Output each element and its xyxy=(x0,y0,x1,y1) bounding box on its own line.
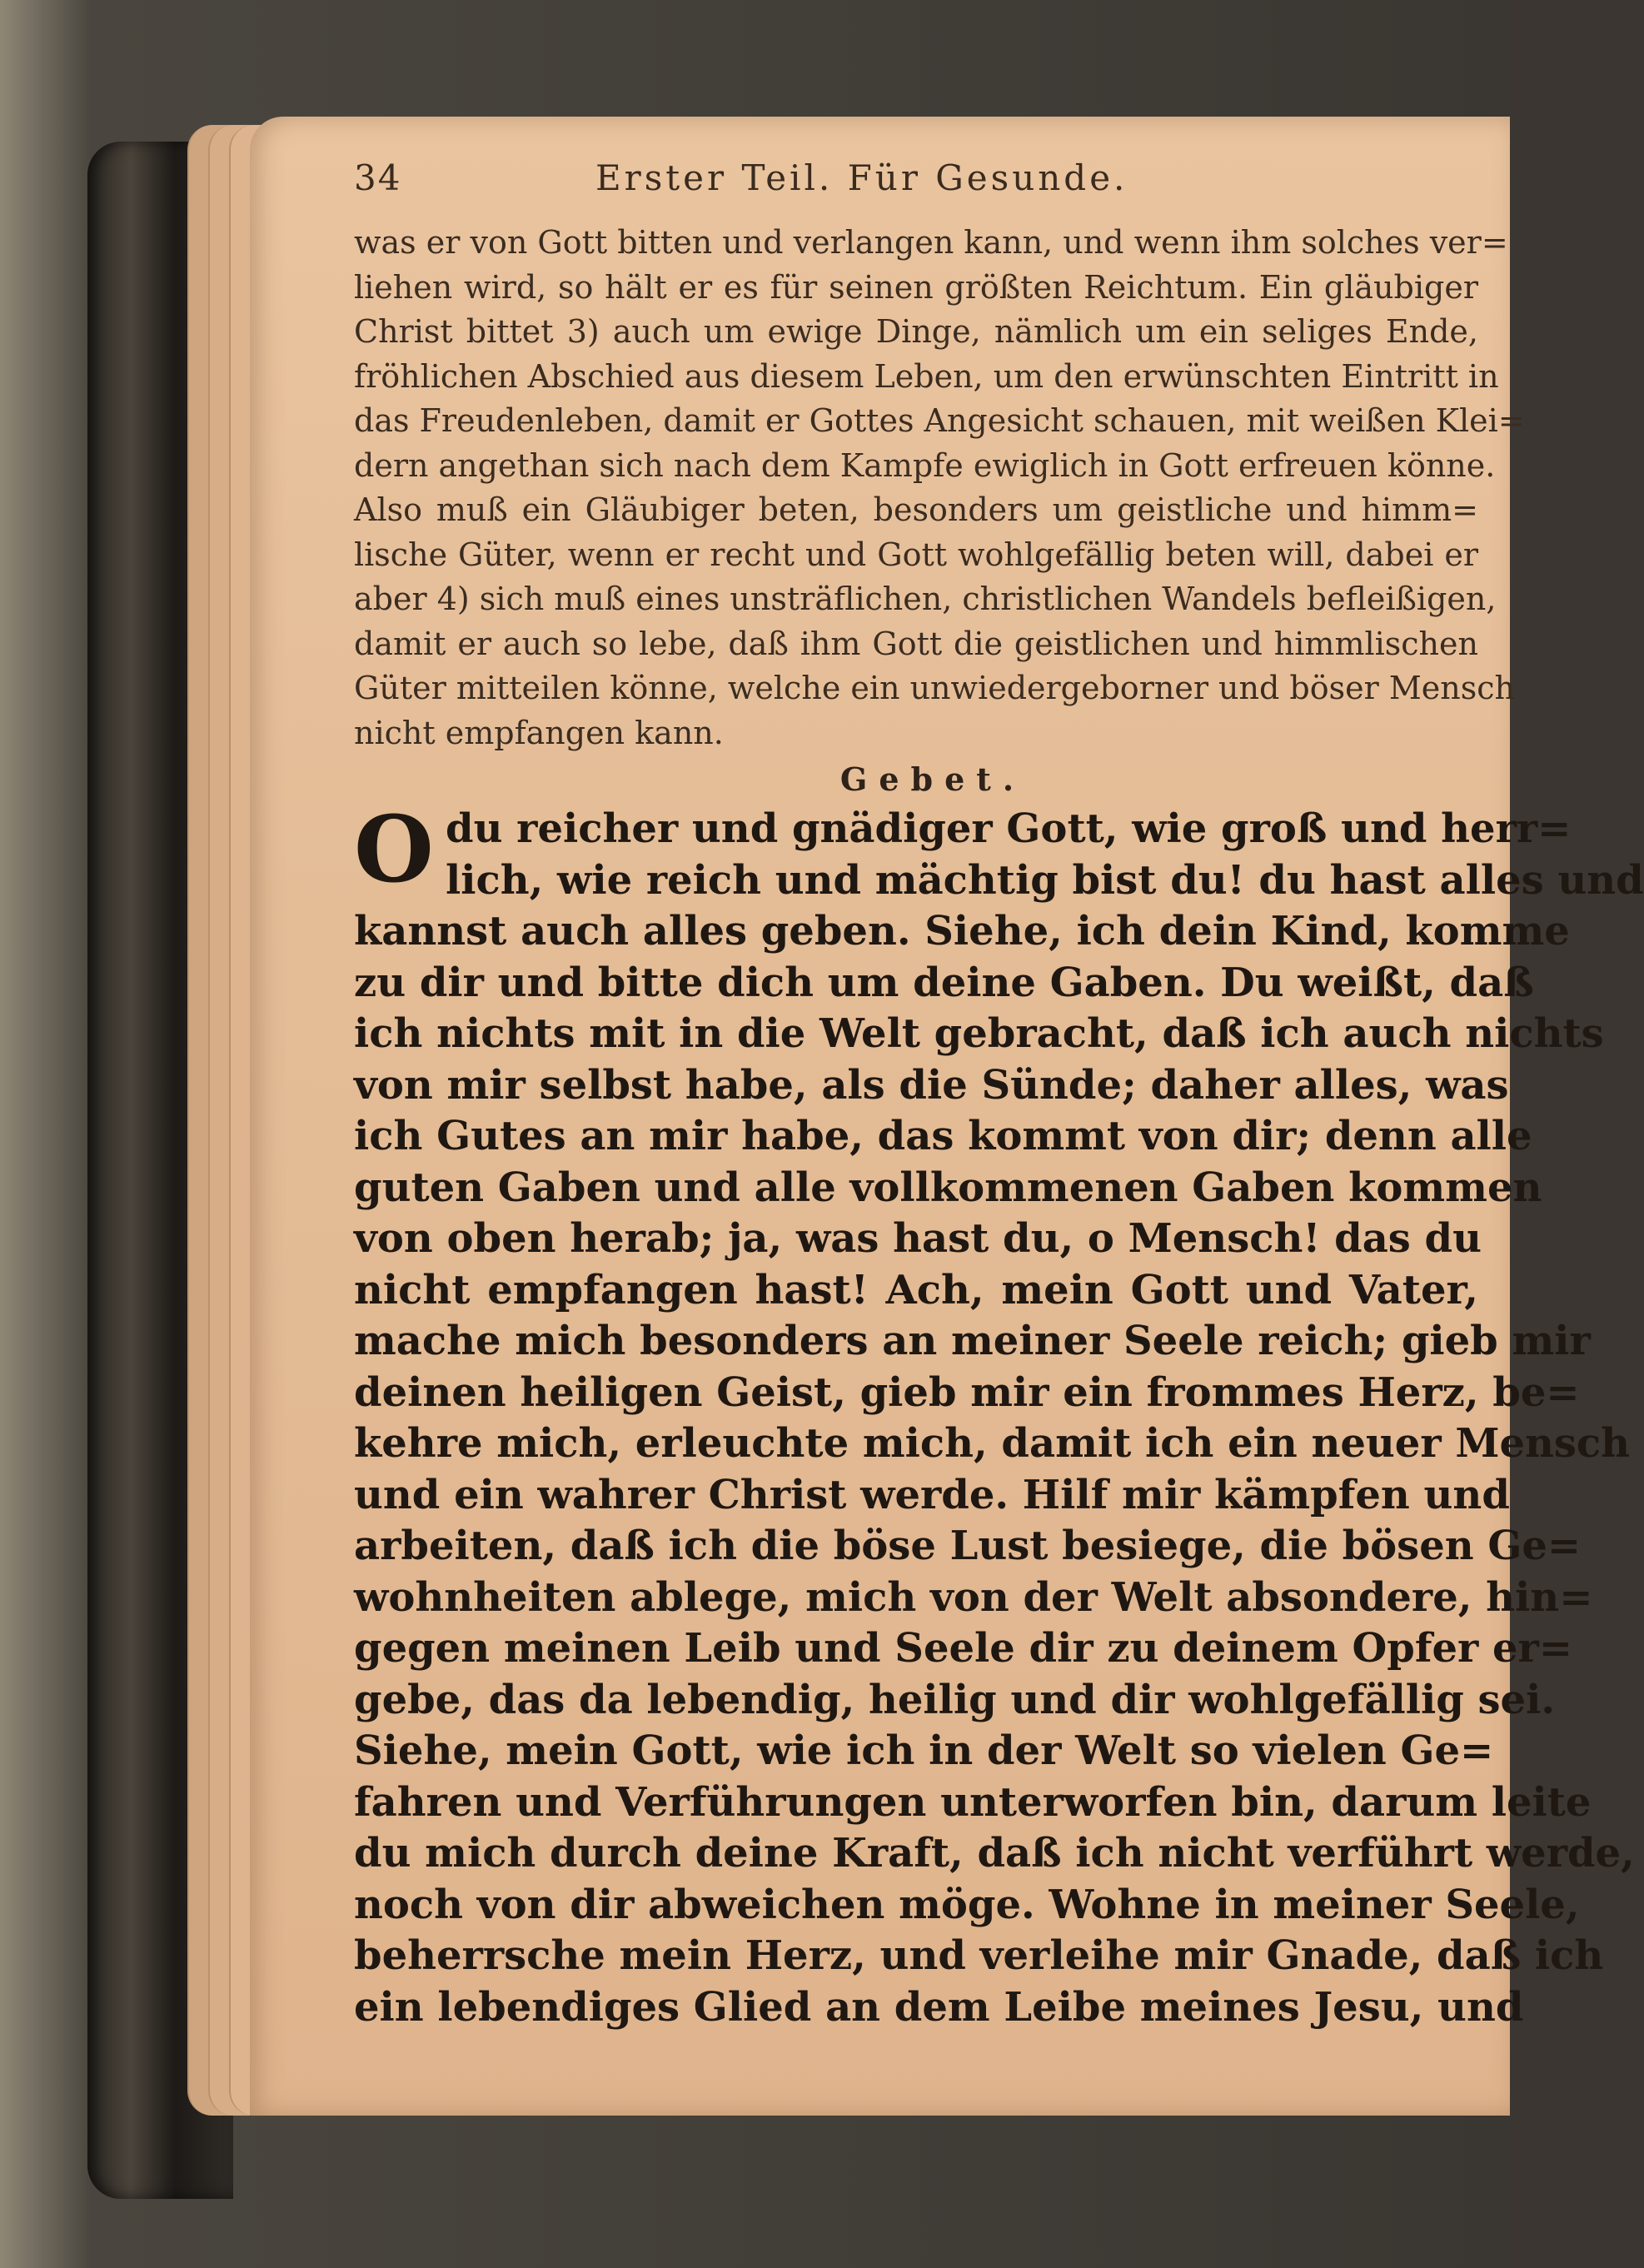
text-line: das Freudenleben, damit er Gottes Angesicht schauen, mit weißen Klei= xyxy=(354,402,1525,439)
prayer-line: Siehe, mein Gott, wie ich in der Welt so vielen Ge= xyxy=(354,1727,1494,1774)
prayer-line: ein lebendiges Glied an dem Leibe meines Jesu, und xyxy=(354,1983,1524,2031)
prayer-block xyxy=(354,795,1644,2033)
prayer-line: gegen meinen Leib und Seele dir zu deinem Opfer er= xyxy=(354,1625,1573,1672)
running-title: Erster Teil. Für Gesunde. xyxy=(595,157,1128,198)
prayer-line: gebe, das da lebendig, heilig und dir wohlgefällig sei. xyxy=(354,1676,1556,1723)
intro-paragraph xyxy=(354,221,1525,755)
prayer-text xyxy=(354,795,1644,2033)
text-line: aber 4) sich muß eines unsträflichen, christlichen Wandels befleißigen, xyxy=(354,581,1497,617)
drop-cap-initial: O xyxy=(354,795,434,903)
text-line: nicht empfangen kann. xyxy=(354,714,724,751)
running-head xyxy=(354,146,1478,212)
prayer-line: kannst auch alles geben. Siehe, ich dein Kind, komme xyxy=(354,908,1570,955)
prayer-line: zu dir und bitte dich um deine Gaben. Du weißt, daß xyxy=(354,959,1534,1006)
prayer-line: von oben herab; ja, was hast du, o Mensch! das du xyxy=(354,1215,1482,1262)
prayer-line: deinen heiligen Geist, gieb mir ein frommes Herz, be= xyxy=(354,1368,1580,1416)
text-line: was er von Gott bitten und verlangen kann, und wenn ihm solches ver= xyxy=(354,224,1508,261)
text-line: fröhlichen Abschied aus diesem Leben, um den erwünschten Eintritt in xyxy=(354,357,1499,395)
text-line: Also muß ein Gläubiger beten, besonders um geistliche und himm= xyxy=(354,491,1478,528)
prayer-heading: Gebet. xyxy=(839,760,1026,798)
prayer-line: du reicher und gnädiger Gott, wie groß und herr= xyxy=(446,805,1572,852)
prayer-line: kehre mich, erleuchte mich, damit ich ein neuer Mensch xyxy=(354,1420,1631,1467)
prayer-line: ich Gutes an mir habe, das kommt von dir; denn alle xyxy=(354,1113,1532,1159)
prayer-line: noch von dir abweichen möge. Wohne in meiner Seele, xyxy=(354,1881,1580,1928)
text-line: liehen wird, so hält er es für seinen größten Reichtum. Ein gläubiger xyxy=(354,268,1478,306)
prayer-line: beherrsche mein Herz, und verleihe mir Gnade, daß ich xyxy=(354,1932,1604,1979)
page-number: 34 xyxy=(354,157,402,198)
text-line: Christ bittet 3) auch um ewige Dinge, nämlich um ein seliges Ende, xyxy=(354,313,1478,350)
text-line: damit er auch so lebe, daß ihm Gott die geistlichen und himmlischen xyxy=(354,625,1478,662)
page-content xyxy=(354,146,1644,2033)
prayer-line: mache mich besonders an meiner Seele reich; gieb mir xyxy=(354,1318,1591,1364)
prayer-line: nicht empfangen hast! Ach, mein Gott und Vater, xyxy=(354,1266,1478,1313)
prayer-line: fahren und Verführungen unterworfen bin, darum leite xyxy=(354,1778,1592,1826)
prayer-line: guten Gaben und alle vollkommenen Gaben kommen xyxy=(354,1164,1542,1211)
prayer-line: lich, wie reich und mächtig bist du! du hast alles und xyxy=(446,856,1644,904)
text-line: lische Güter, wenn er recht und Gott wohlgefällig beten will, dabei er xyxy=(354,536,1478,573)
prayer-line: wohnheiten ablege, mich von der Welt absondere, hin= xyxy=(354,1573,1593,1621)
prayer-line: von mir selbst habe, als die Sünde; daher alles, was xyxy=(354,1061,1509,1109)
prayer-line: du mich durch deine Kraft, daß ich nicht verführt werde, xyxy=(354,1830,1635,1877)
prayer-line: arbeiten, daß ich die böse Lust besiege, die bösen Ge= xyxy=(354,1523,1582,1569)
prayer-line: ich nichts mit in die Welt gebracht, daß ich auch nichts xyxy=(354,1010,1604,1057)
text-line: dern angethan sich nach dem Kampfe ewiglich in Gott erfreuen könne. xyxy=(354,446,1496,484)
text-line: Güter mitteilen könne, welche ein unwiedergeborner und böser Mensch xyxy=(354,670,1515,706)
prayer-line: und ein wahrer Christ werde. Hilf mir kämpfen und xyxy=(354,1471,1510,1518)
